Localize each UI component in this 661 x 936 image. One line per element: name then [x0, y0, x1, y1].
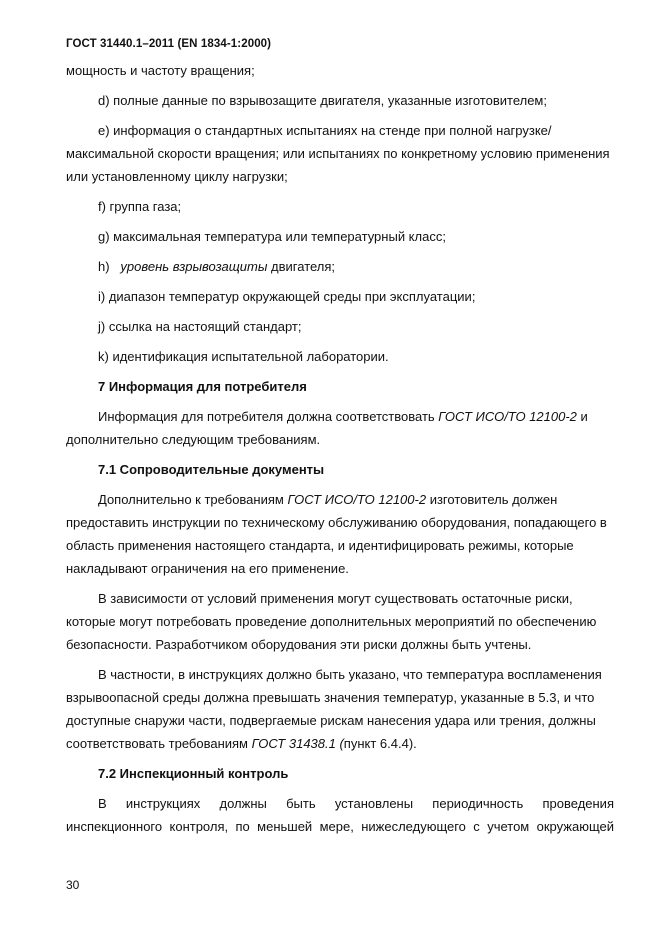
page-number: 30 [66, 878, 80, 892]
section-7-heading: 7 Информация для потребителя [98, 379, 307, 394]
section-7-paragraph [66, 405, 614, 451]
list-item-g: g) максимальная температура или температурный класс; [98, 229, 446, 244]
section-7-1-standard-ref: ГОСТ ИСО/ТО 12100-2 [287, 492, 427, 507]
list-item-h-prefix: h) [98, 259, 121, 274]
list-item-e: e) информация о стандартных испытаниях на стенде при полной нагрузке/максимальной скорости вращения; или испытаниях по конкретному условию применения или установленному циклу нагрузки; [66, 123, 610, 184]
section-7-1-paragraph-3 [66, 663, 614, 755]
document-header: ГОСТ 31440.1–2011 (EN 1834-1:2000) [66, 38, 272, 50]
section-7-1-p3-text-a: В частности, в инструкциях должно быть указано, что температура воспламенения взрывоопасной среды должна превышать значения температур, указанные в 5.3, и что доступные снаружи части, подвергаемые рискам нанесения удара или трения, должны соответствовать требованиям [66, 667, 602, 751]
section-7-text-b: и дополнительно следующим требованиям. [66, 409, 588, 447]
list-item-h-suffix: двигателя; [267, 259, 336, 274]
section-7-2-line-2: инспекционного контроля, по меньшей мере, нижеследующего с учетом окружающей [66, 819, 614, 834]
section-7-1-heading: 7.1 Сопроводительные документы [98, 462, 325, 477]
section-7-1-paragraph-2: В зависимости от условий применения могут существовать остаточные риски, которые могут потребовать проведение дополнительных мероприятий по обеспечению безопасности. Разработчиком оборудования эти риски должны быть учтены. [66, 591, 597, 652]
section-7-2-heading: 7.2 Инспекционный контроль [98, 766, 289, 781]
paragraph-continuation: мощность и частоту вращения; [66, 63, 255, 78]
section-7-1-paragraph-1 [66, 488, 614, 580]
section-7-2-line-1: В инструкциях должны быть установлены периодичность проведения [98, 796, 614, 811]
section-7-1-text-a: Дополнительно к требованиям [98, 492, 288, 507]
section-7-1-p3-text-b: пункт 6.4.4). [343, 736, 417, 751]
section-7-standard-ref: ГОСТ ИСО/ТО 12100-2 [438, 409, 577, 424]
section-7-text-a: Информация для потребителя должна соответствовать [98, 409, 439, 424]
list-item-h [66, 255, 614, 278]
list-item-j: j) ссылка на настоящий стандарт; [98, 319, 302, 334]
list-item-f: f) группа газа; [98, 199, 182, 214]
document-body [66, 59, 614, 838]
list-item-k: k) идентификация испытательной лаборатории. [98, 349, 389, 364]
list-item-h-term: уровень взрывозащиты [120, 259, 268, 274]
section-7-1-text-b: изготовитель должен предоставить инструкции по техническому обслуживанию оборудования, попадающего в область применения настоящего стандарта, и идентифицировать режимы, которые накладывают ограничения на его применение. [66, 492, 607, 576]
list-item-i: i) диапазон температур окружающей среды при эксплуатации; [98, 289, 476, 304]
section-7-1-p3-standard-ref: ГОСТ 31438.1 ( [251, 736, 344, 751]
list-item-d: d) полные данные по взрывозащите двигателя, указанные изготовителем; [98, 93, 547, 108]
